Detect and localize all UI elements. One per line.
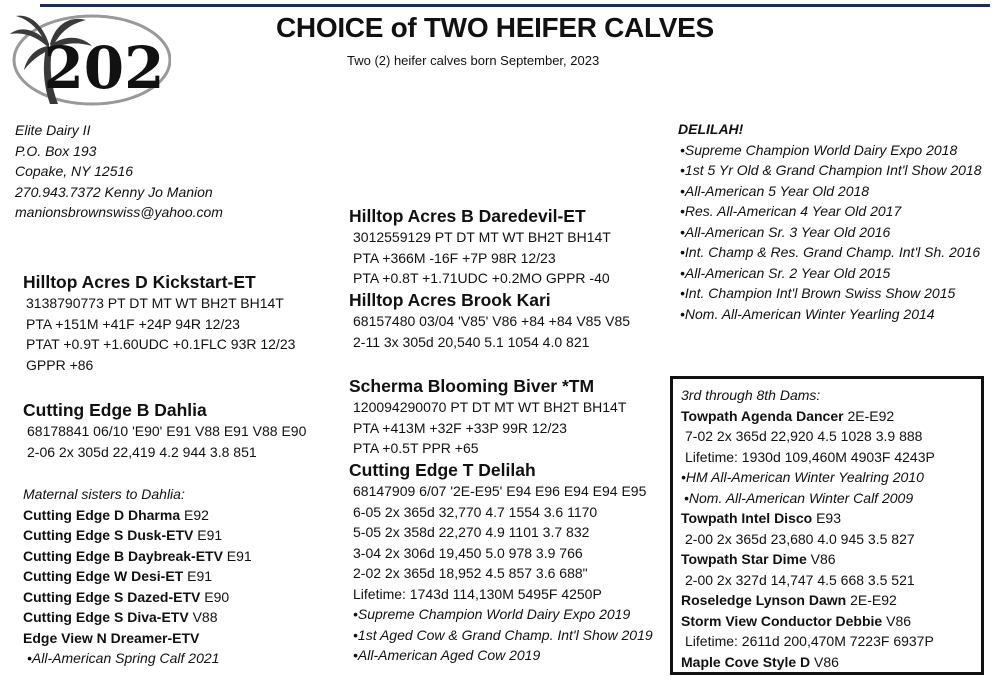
dam-award: •Nom. All-American Winter Calf 2009 (684, 489, 914, 506)
maternal-sisters-block (23, 484, 252, 669)
dam-lifetime-line: Lifetime: 1930d 109,460M 4903F 4243P (685, 448, 935, 465)
dam-kari-line: 2-11 3x 305d 20,540 5.1 1054 4.0 821 (353, 333, 590, 350)
dam-record-line: 2-00 2x 365d 23,680 4.0 945 3.5 827 (685, 530, 915, 547)
sire-daredevil-name: Hilltop Acres B Daredevil-ET (349, 206, 586, 226)
dam-delilah-line: 3-04 2x 306d 19,450 5.0 978 3.9 766 (353, 544, 583, 561)
list-item: Cutting Edge D Dharma E92 (23, 506, 209, 523)
delilah-honors-heading: DELILAH! (678, 121, 744, 137)
sire-line: 3138790773 PT DT MT WT BH2T BH14T (26, 295, 284, 311)
dams-box-heading: 3rd through 8th Dams: (681, 387, 821, 403)
list-item: •1st 5 Yr Old & Grand Champion Int'l Show 2018 (680, 162, 982, 178)
dam-delilah-award: •Supreme Champion World Dairy Expo 2019 (353, 606, 631, 622)
sire-biver-name: Scherma Blooming Biver *TM (349, 376, 595, 396)
dam-dahlia-line: 68178841 06/10 'E90' E91 V88 E91 V88 E90 (27, 423, 307, 439)
top-rule (40, 4, 990, 7)
sire-biver-block (349, 375, 626, 459)
lot-number: 202 (43, 34, 165, 102)
list-item: •Res. All-American 4 Year Old 2017 (680, 203, 902, 219)
dam-entry: Towpath Intel Disco E93 (681, 510, 842, 526)
dam-delilah-line: 68147909 6/07 '2E-E95' E94 E96 E94 E94 E95 (353, 483, 647, 499)
dam-dahlia-block (23, 399, 306, 462)
sire-name: Hilltop Acres D Kickstart-ET (23, 272, 256, 292)
consignor-line: Copake, NY 12516 (15, 163, 134, 179)
dam-delilah-lifetime: Lifetime: 1743d 114,130M 5495F 4250P (353, 585, 602, 602)
sire-daredevil-line: PTA +366M -16F +7P 98R 12/23 (353, 249, 556, 266)
list-item: •Supreme Champion World Dairy Expo 2018 (680, 141, 958, 158)
list-item: •All-American 5 Year Old 2018 (680, 182, 870, 199)
consignor-block (15, 120, 223, 223)
list-item: Cutting Edge B Daybreak-ETV E91 (23, 547, 252, 564)
list-item: •Int. Champion Int'l Brown Swiss Show 2015 (680, 285, 956, 301)
sire-line: PTA +151M +41F +24P 94R 12/23 (26, 315, 240, 332)
dam-entry: Towpath Agenda Dancer 2E-E92 (681, 407, 895, 424)
sire-daredevil-block (349, 205, 611, 289)
dam-delilah-line: 6-05 2x 365d 32,770 4.7 1554 3.6 1170 (353, 503, 598, 520)
dam-record-line: 7-02 2x 365d 22,920 4.5 1028 3.9 888 (685, 428, 923, 444)
sire-daredevil-line: 3012559129 PT DT MT WT BH2T BH14T (353, 229, 611, 245)
dam-entry: Storm View Conductor Debbie V86 (681, 612, 912, 629)
sire-biver-line: PTA +0.5T PPR +65 (353, 440, 479, 456)
sire-daredevil-line: PTA +0.8T +1.71UDC +0.2MO GPPR -40 (353, 270, 610, 286)
dam-delilah-line: 5-05 2x 358d 22,270 4.9 1101 3.7 832 (353, 524, 590, 540)
consignor-line: 270.943.7372 Kenny Jo Manion (15, 183, 213, 200)
dam-dahlia-line: 2-06 2x 305d 22,419 4.2 944 3.8 851 (27, 443, 257, 460)
dam-delilah-block (349, 459, 653, 666)
dams-box (670, 376, 984, 675)
dam-entry: Roseledge Lynson Dawn 2E-E92 (681, 592, 897, 608)
sire-block (23, 271, 295, 375)
dam-kari-name: Hilltop Acres Brook Kari (349, 290, 551, 310)
dam-delilah-name: Cutting Edge T Delilah (349, 460, 536, 480)
list-item: Cutting Edge S Dusk-ETV E91 (23, 527, 223, 543)
sire-line: PTAT +0.9T +1.60UDC +0.1FLC 93R 12/23 (26, 336, 296, 352)
dam-delilah-award: •All-American Aged Cow 2019 (353, 647, 541, 663)
list-item: •All-American Sr. 2 Year Old 2015 (680, 264, 891, 281)
lot-logo (6, 8, 171, 108)
list-item: •Nom. All-American Winter Yearling 2014 (680, 305, 935, 322)
maternal-sisters-heading: Maternal sisters to Dahlia: (23, 486, 185, 502)
list-item: •All-American Sr. 3 Year Old 2016 (680, 223, 891, 240)
dam-entry: Towpath Star Dime V86 (681, 551, 836, 567)
dam-dahlia-name: Cutting Edge B Dahlia (23, 400, 207, 420)
dam-delilah-line: 2-02 2x 365d 18,952 4.5 857 3.6 688" (353, 565, 588, 581)
dam-record-line: 2-00 2x 327d 14,747 4.5 668 3.5 521 (685, 571, 915, 588)
consignor-line: P.O. Box 193 (15, 142, 97, 159)
page-title: CHOICE of TWO HEIFER CALVES (276, 12, 714, 43)
list-item: Cutting Edge W Desi-ET E91 (23, 568, 213, 584)
list-item: •Int. Champ & Res. Grand Champ. Int'l Sh. 2016 (680, 244, 981, 260)
page-subtitle: Two (2) heifer calves born September, 2023 (347, 53, 600, 68)
consignor-line: Elite Dairy II (15, 122, 91, 138)
list-item: Cutting Edge S Diva-ETV V88 (23, 609, 218, 625)
delilah-honors-block (678, 119, 981, 324)
dam-entry: Maple Cove Style D V86 (681, 653, 839, 670)
list-item: Cutting Edge S Dazed-ETV E90 (23, 588, 230, 605)
dam-delilah-award: •1st Aged Cow & Grand Champ. Int'l Show 2019 (353, 626, 653, 643)
sire-line: GPPR +86 (26, 356, 94, 373)
dam-kari-block (349, 289, 630, 352)
sire-biver-line: 120094290070 PT DT MT WT BH2T BH14T (353, 399, 627, 415)
consignor-email: manionsbrownswiss@yahoo.com (15, 204, 223, 220)
dam-lifetime-line: Lifetime: 2611d 200,470M 7223F 6937P (685, 633, 934, 649)
dam-award: •HM All-American Winter Yealring 2010 (681, 469, 924, 485)
dam-kari-line: 68157480 03/04 'V85' V86 +84 +84 V85 V85 (353, 313, 631, 329)
maternal-sisters-note: •All-American Spring Calf 2021 (27, 650, 220, 666)
sire-biver-line: PTA +413M +32F +33P 99R 12/23 (353, 419, 567, 436)
list-item: Edge View N Dreamer-ETV (23, 629, 200, 646)
